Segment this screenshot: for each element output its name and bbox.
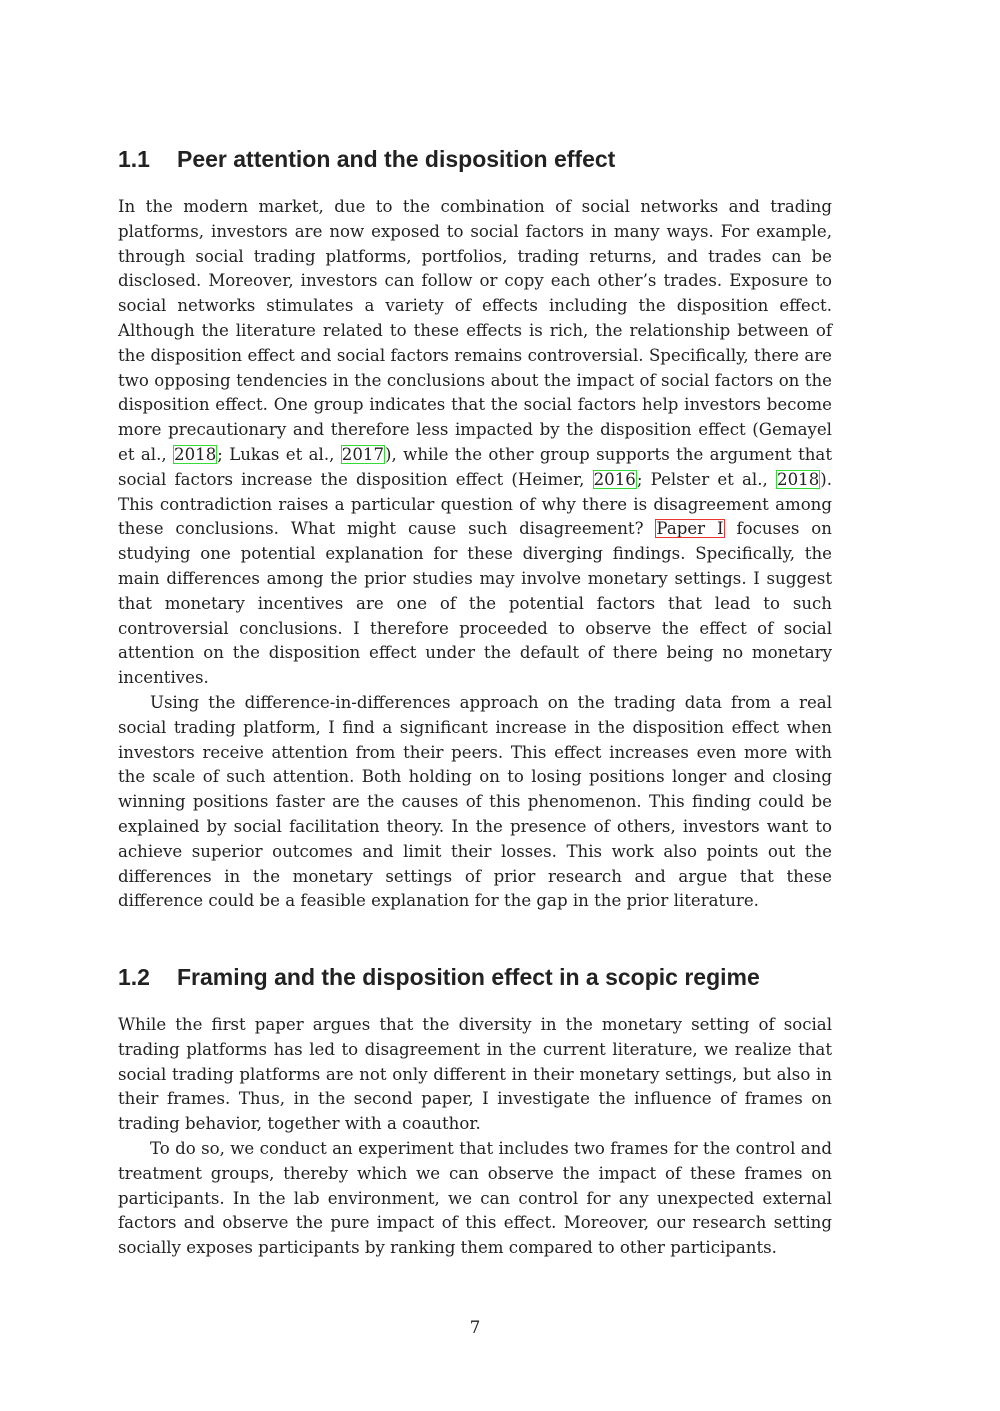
paragraph-text: ). This contradiction raises a particular question of why there is disagreement among these conclusions. What might cause such disagreement? [118,469,832,539]
citation-link-gemayel-year[interactable]: 2018 [174,444,217,464]
paragraph-text: ; Pelster et al., [636,469,777,489]
page-number: 7 [469,1318,481,1337]
section-number: 1.2 [118,964,150,990]
section-number: 1.1 [118,146,150,172]
section-body [118,1013,832,1261]
section-title: Peer attention and the disposition effect [177,146,616,172]
citation-link-lukas-year[interactable]: 2017 [341,444,385,464]
section-heading [118,145,615,173]
cross-reference-link-paper-i[interactable]: Paper I [656,519,724,539]
section-title: Framing and the disposition effect in a scopic regime [177,964,760,990]
paragraph: Using the difference-in-differences approach on the trading data from a real social trading platform, I find a significant increase in the disposition effect when investors receive attention from their peers. This effect increases even more with the scale of such attention. Both holding on to losing positions longer and closing winning positions faster are the causes of this phenomenon. This finding could be explained by social facilitation theory. In the presence of others, investors want to achieve superior outcomes and limit their losses. This work also points out the differences in the monetary settings of prior research and argue that these difference could be a feasible explanation for the gap in the prior literature. [118,692,832,911]
paragraph-text: ; Lukas et al., [217,444,341,464]
paragraph [118,195,832,691]
paragraph: To do so, we conduct an experiment that includes two frames for the control and treatment groups, thereby which we can observe the impact of these frames on participants. In the lab environment, we can control for any unexpected external factors and observe the pure impact of this effect. Moreover, our research setting socially exposes participants by ranking them compared to other participants. [118,1138,832,1258]
citation-link-pelster-year[interactable]: 2018 [777,469,820,489]
citation-link-heimer-year[interactable]: 2016 [593,469,636,489]
section-body [118,195,832,914]
paragraph-text: In the modern market, due to the combination of social networks and trading platforms, investors are now exposed to social factors in many ways. For example, through social trading platforms, portfolios, trading returns, and trades can be disclosed. Moreover, investors can follow or copy each other’s trades. Exposure to social networks stimulates a variety of effects including the disposition effect. Although the literature related to these effects is rich, the relationship between of the disposition effect and social factors remains controversial. Specifically, there are two opposing tendencies in the conclusions about the impact of social factors on the disposition effect. One group indicates that the social factors help investors become more precautionary and therefore less impacted by the disposition effect (Gemayel et al., [118,197,832,464]
paragraph: While the first paper argues that the diversity in the monetary setting of social trading platforms has led to disagreement in the current literature, we realize that social trading platforms are not only different in their monetary settings, but also in their frames. Thus, in the second paper, I investigate the influence of frames on trading behavior, together with a coauthor. [118,1015,832,1134]
paragraph-text: focuses on studying one potential explanation for these diverging findings. Specifically, the main differences among the prior studies may involve monetary settings. I suggest that monetary incentives are one of the potential factors that lead to such controversial conclusions. I therefore proceeded to observe the effect of social attention on the disposition effect under the default of there being no monetary incentives. [118,519,832,688]
section-heading [118,963,760,991]
paragraph-text: ), while the other group supports the argument that social factors increase the disposition effect (Heimer, [118,444,832,489]
